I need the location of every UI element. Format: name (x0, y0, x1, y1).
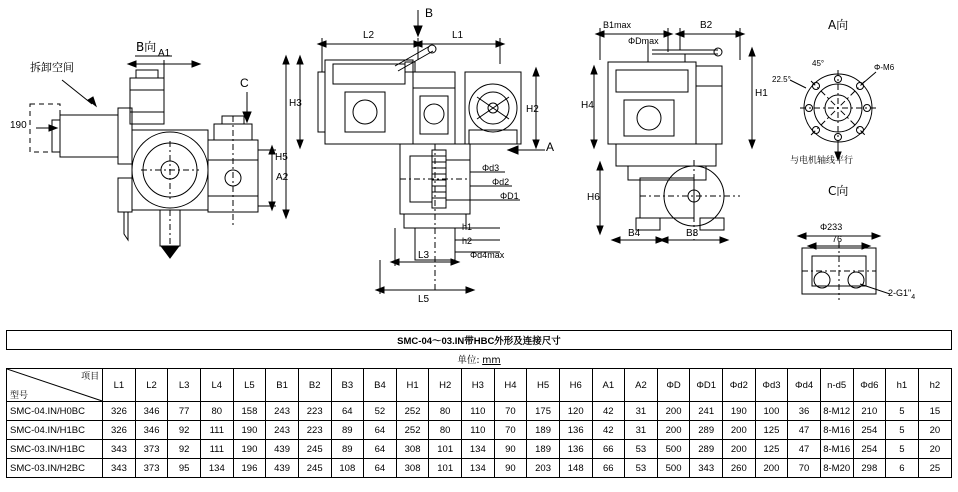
column-header: A2 (625, 369, 658, 402)
table-cell: 134 (201, 459, 234, 478)
table-cell: 190 (233, 421, 266, 440)
dim-b1max: B1max (603, 20, 632, 30)
removal-space-label: 拆卸空间 (30, 61, 74, 74)
table-cell: 20 (918, 440, 951, 459)
table-cell: 5 (886, 402, 919, 421)
table-corner-header (7, 369, 103, 402)
dim-phi-233: Φ233 (820, 222, 843, 232)
row-model: SMC-03.IN/H1BC (7, 440, 103, 459)
dim-b2: B2 (700, 20, 713, 31)
dim-l1: L1 (452, 30, 464, 41)
column-header: h1 (886, 369, 919, 402)
table-row (7, 402, 952, 421)
table-cell: 53 (625, 459, 658, 478)
table-cell: 252 (396, 402, 429, 421)
thread-2g1-text: 2-G1" (888, 288, 912, 298)
column-header: H6 (559, 369, 592, 402)
column-header: Φd2 (723, 369, 756, 402)
table-cell: 136 (559, 421, 592, 440)
table-cell: 8-M16 (820, 421, 853, 440)
unit-cell (7, 350, 952, 369)
column-header: L2 (135, 369, 168, 402)
table-cell: 80 (201, 402, 234, 421)
dim-l3: L3 (418, 250, 430, 261)
table-cell: 260 (723, 459, 756, 478)
table-cell: 134 (462, 459, 495, 478)
row-model: SMC-04.IN/H1BC (7, 421, 103, 440)
table-cell: 125 (755, 421, 788, 440)
column-header: B3 (331, 369, 364, 402)
table-cell: 245 (298, 459, 331, 478)
dim-phi-d3: Φd3 (482, 163, 500, 173)
column-header: H1 (396, 369, 429, 402)
table-cell: 326 (103, 421, 136, 440)
table-cell: 175 (527, 402, 560, 421)
parallel-note: 与电机轴线平行 (790, 156, 854, 166)
table-cell: 8-M20 (820, 459, 853, 478)
dim-h3: H3 (289, 98, 302, 109)
table-cell: 148 (559, 459, 592, 478)
dim-190: 190 (10, 120, 27, 131)
table-cell: 308 (396, 440, 429, 459)
table-cell: 158 (233, 402, 266, 421)
column-header: h2 (918, 369, 951, 402)
table-cell: 289 (690, 440, 723, 459)
table-cell: 200 (657, 402, 690, 421)
column-header: L5 (233, 369, 266, 402)
column-header: H5 (527, 369, 560, 402)
column-header: L4 (201, 369, 234, 402)
dim-phi-dmax: ΦDmax (628, 36, 659, 46)
table-cell: 298 (853, 459, 886, 478)
dim-h5: H5 (275, 152, 288, 163)
table-cell: 80 (429, 421, 462, 440)
dimension-table-body (6, 350, 952, 478)
column-header: Φd4 (788, 369, 821, 402)
table-cell: 70 (494, 402, 527, 421)
table-cell: 223 (298, 421, 331, 440)
table-cell: 200 (657, 421, 690, 440)
table-cell: 203 (527, 459, 560, 478)
table-cell: 136 (559, 440, 592, 459)
table-cell: 70 (788, 459, 821, 478)
table-cell: 134 (462, 440, 495, 459)
table-cell: 31 (625, 402, 658, 421)
table-cell: 200 (723, 440, 756, 459)
column-header: B4 (364, 369, 397, 402)
column-header: ΦD1 (690, 369, 723, 402)
section-b-arrow: B (425, 6, 434, 20)
dim-b4: B4 (628, 228, 641, 239)
table-cell: 90 (494, 440, 527, 459)
dim-angle-45: 45° (812, 59, 825, 68)
table-cell: 439 (266, 440, 299, 459)
table-cell: 77 (168, 402, 201, 421)
row-model: SMC-04.IN/H0BC (7, 402, 103, 421)
table-cell: 110 (462, 421, 495, 440)
table-cell: 111 (201, 421, 234, 440)
row-model: SMC-03.IN/H2BC (7, 459, 103, 478)
dim-h4: H4 (581, 100, 594, 111)
table-cell: 200 (723, 421, 756, 440)
table-cell: 196 (233, 459, 266, 478)
table-row (7, 421, 952, 440)
table-cell: 89 (331, 440, 364, 459)
table-row (7, 440, 952, 459)
dim-phi-d2: Φd2 (492, 177, 510, 187)
table-cell: 101 (429, 459, 462, 478)
table-cell: 189 (527, 421, 560, 440)
dim-h1-right: H1 (755, 88, 768, 99)
table-cell: 500 (657, 440, 690, 459)
table-cell: 241 (690, 402, 723, 421)
table-cell: 36 (788, 402, 821, 421)
dim-phi-d4max: Φd4max (470, 250, 505, 260)
table-cell: 254 (853, 421, 886, 440)
table-cell: 243 (266, 402, 299, 421)
corner-model-label: 型号 (10, 391, 29, 401)
table-cell: 190 (723, 402, 756, 421)
dim-l5: L5 (418, 294, 430, 305)
dimension-table (6, 330, 952, 350)
table-cell: 5 (886, 421, 919, 440)
table-cell: 53 (625, 440, 658, 459)
table-cell: 439 (266, 459, 299, 478)
table-cell: 223 (298, 402, 331, 421)
column-header: ΦD (657, 369, 690, 402)
column-header: A1 (592, 369, 625, 402)
table-cell: 245 (298, 440, 331, 459)
dim-h2-mid: H2 (526, 104, 539, 115)
table-cell: 308 (396, 459, 429, 478)
table-cell: 20 (918, 421, 951, 440)
table-cell: 6 (886, 459, 919, 478)
column-header: H3 (462, 369, 495, 402)
dim-h1-low: h1 (462, 222, 473, 232)
table-cell: 64 (364, 459, 397, 478)
table-cell: 254 (853, 440, 886, 459)
thread-2g1-label (888, 288, 915, 303)
table-cell: 243 (266, 421, 299, 440)
dim-h2-low: h2 (462, 236, 473, 246)
dim-a1: A1 (158, 48, 171, 59)
table-cell: 80 (429, 402, 462, 421)
view-a-label: A向 (828, 18, 849, 32)
table-cell: 64 (364, 440, 397, 459)
table-cell: 100 (755, 402, 788, 421)
table-cell: 8-M12 (820, 402, 853, 421)
table-cell: 70 (494, 421, 527, 440)
column-header: H2 (429, 369, 462, 402)
header-row (7, 369, 952, 402)
table-cell: 189 (527, 440, 560, 459)
column-header: L1 (103, 369, 136, 402)
table-cell: 346 (135, 402, 168, 421)
table-cell: 343 (690, 459, 723, 478)
column-header: L3 (168, 369, 201, 402)
table-cell: 326 (103, 402, 136, 421)
column-header: Φd6 (853, 369, 886, 402)
dim-76: 76 (832, 234, 843, 244)
table-cell: 15 (918, 402, 951, 421)
table-cell: 52 (364, 402, 397, 421)
table-cell: 8-M16 (820, 440, 853, 459)
section-c-arrow: C (240, 76, 249, 90)
table-cell: 90 (494, 459, 527, 478)
table-cell: 64 (364, 421, 397, 440)
table-cell: 95 (168, 459, 201, 478)
view-b-label: B向 (136, 40, 157, 54)
column-header: B1 (266, 369, 299, 402)
unit-label: 单位: (457, 355, 480, 366)
table-cell: 210 (853, 402, 886, 421)
table-cell: 101 (429, 440, 462, 459)
table-cell: 110 (462, 402, 495, 421)
table-cell: 92 (168, 440, 201, 459)
table-cell: 125 (755, 440, 788, 459)
table-cell: 120 (559, 402, 592, 421)
table-cell: 346 (135, 421, 168, 440)
table-cell: 64 (331, 402, 364, 421)
table-cell: 47 (788, 440, 821, 459)
table-cell: 66 (592, 440, 625, 459)
column-header: H4 (494, 369, 527, 402)
table-cell: 500 (657, 459, 690, 478)
table-cell: 108 (331, 459, 364, 478)
table-row (7, 459, 952, 478)
table-cell: 25 (918, 459, 951, 478)
table-cell: 92 (168, 421, 201, 440)
dim-b3: B3 (686, 228, 699, 239)
unit-value: mm (482, 355, 501, 366)
table-title: SMC-04～03.IN带HBC外形及连接尺寸 (7, 331, 952, 350)
table-cell: 343 (103, 440, 136, 459)
table-cell: 252 (396, 421, 429, 440)
table-cell: 42 (592, 421, 625, 440)
column-header: B2 (298, 369, 331, 402)
table-cell: 47 (788, 421, 821, 440)
dim-h6: H6 (587, 192, 600, 203)
section-a-arrow-mid: A (546, 140, 555, 154)
dim-phi-m6: Φ-M6 (874, 63, 895, 72)
table-cell: 200 (755, 459, 788, 478)
table-cell: 373 (135, 459, 168, 478)
table-cell: 89 (331, 421, 364, 440)
table-cell: 31 (625, 421, 658, 440)
table-cell: 111 (201, 440, 234, 459)
table-cell: 373 (135, 440, 168, 459)
unit-row (7, 350, 952, 369)
column-header: n-d5 (820, 369, 853, 402)
table-cell: 289 (690, 421, 723, 440)
table-cell: 66 (592, 459, 625, 478)
table-cell: 343 (103, 459, 136, 478)
dim-angle-225: 22.5° (772, 75, 791, 84)
dim-a2: A2 (276, 172, 289, 183)
view-c-label: C向 (828, 184, 849, 198)
table-cell: 190 (233, 440, 266, 459)
corner-item-label: 项目 (81, 372, 100, 382)
column-header: Φd3 (755, 369, 788, 402)
dim-l2: L2 (363, 30, 375, 41)
dimension-table-wrap (6, 330, 952, 478)
table-title-row (7, 331, 952, 350)
thread-2g1-sub: 4 (911, 293, 916, 301)
table-cell: 42 (592, 402, 625, 421)
table-cell: 5 (886, 440, 919, 459)
dim-phi-d1: ΦD1 (500, 191, 519, 201)
